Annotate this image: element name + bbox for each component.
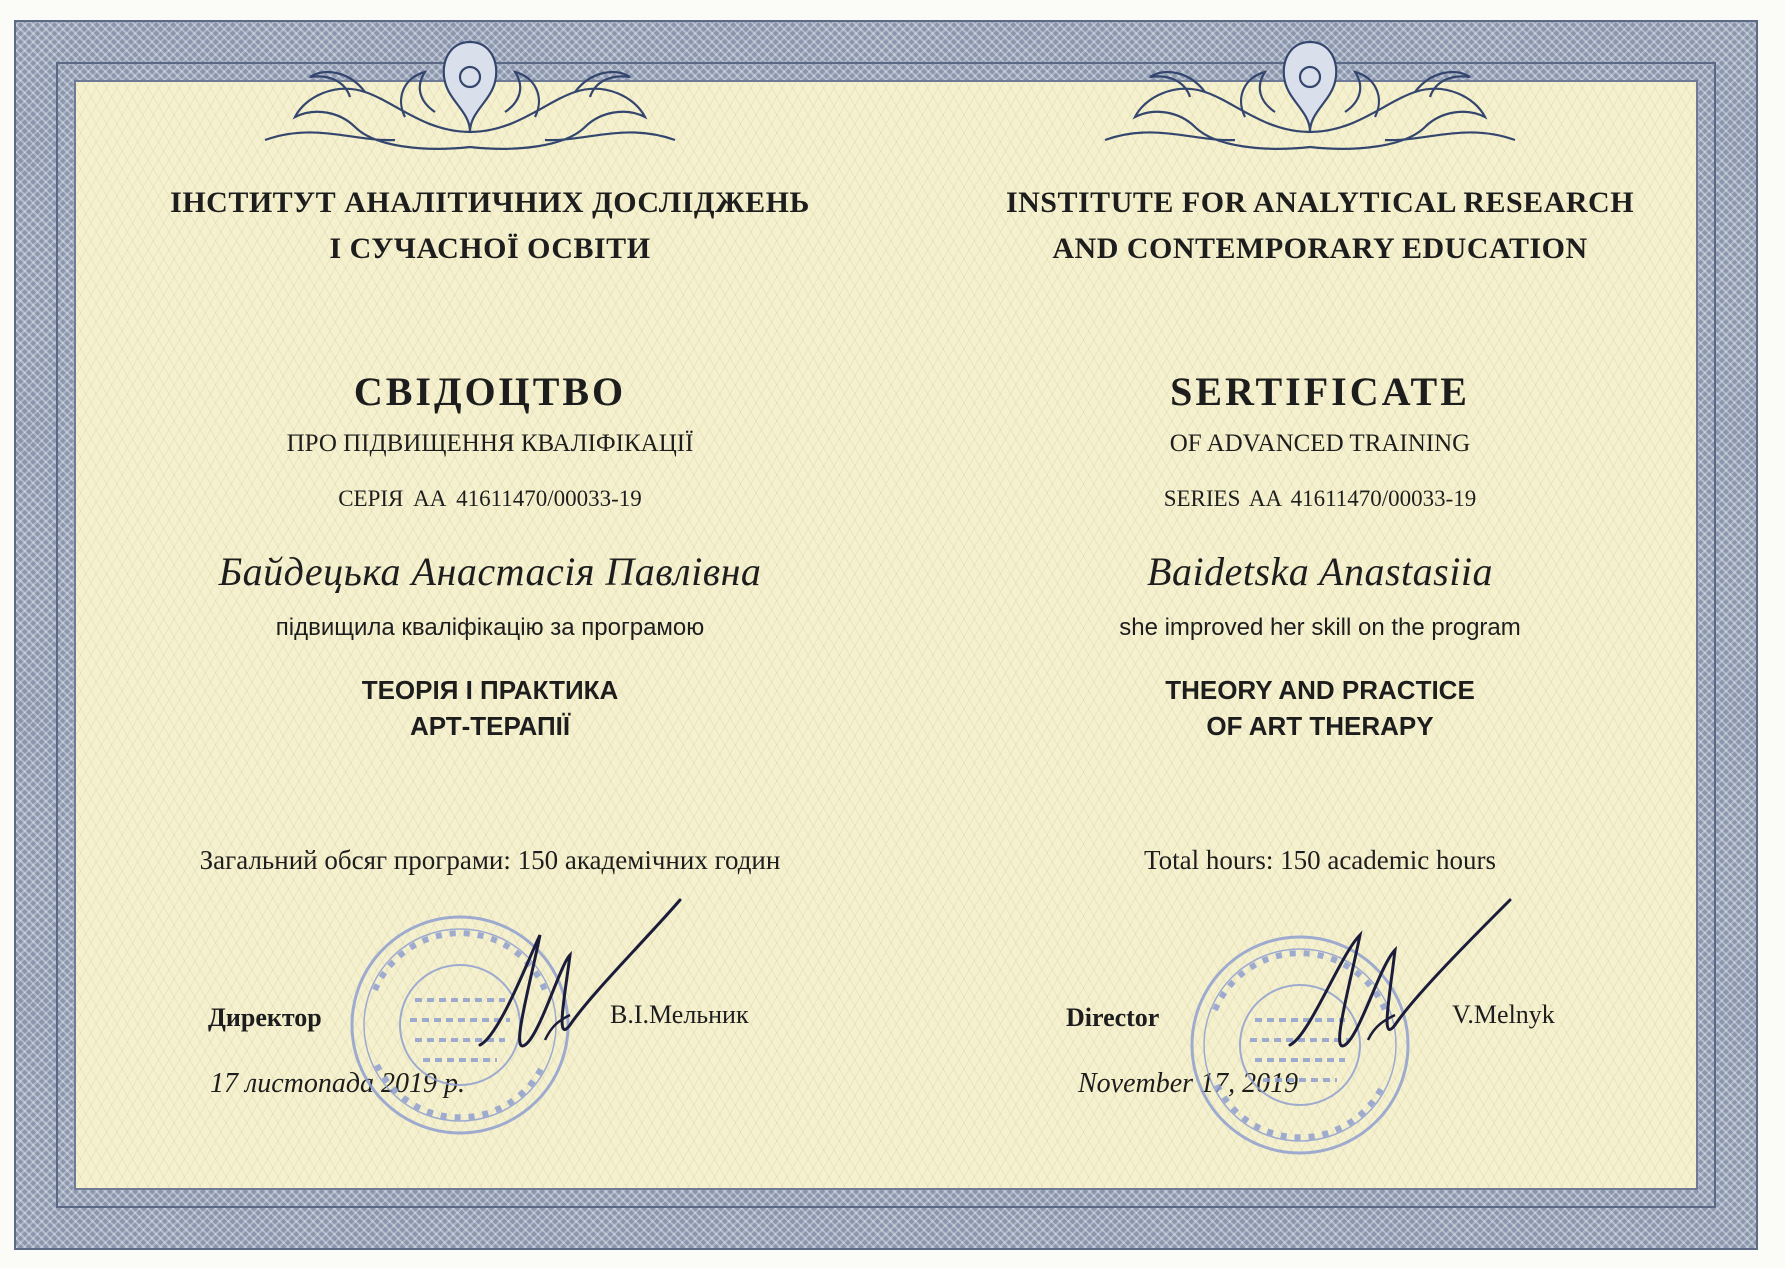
program-line1-ua: ТЕОРІЯ І ПРАКТИКА bbox=[361, 675, 619, 705]
signer-role-en: Director bbox=[1066, 1003, 1160, 1032]
program-line2-en: OF ART THERAPY bbox=[1206, 711, 1434, 741]
issue-date-en: November 17, 2019 bbox=[1078, 1068, 1299, 1099]
signature-right-icon bbox=[1280, 895, 1520, 1075]
institute-name-ua bbox=[150, 180, 830, 272]
recipient-name-en: Baidetska Anastasiia bbox=[1147, 549, 1493, 594]
program-line2-ua: АРТ-ТЕРАПІЇ bbox=[409, 711, 571, 741]
institute-line1-ua: ІНСТИТУТ АНАЛІТИЧНИХ ДОСЛІДЖЕНЬ bbox=[170, 186, 810, 219]
institute-line2-ua: І СУЧАСНОЇ ОСВІТИ bbox=[329, 232, 651, 265]
program-name-ua bbox=[150, 672, 830, 744]
institute-line1-en: INSTITUTE FOR ANALYTICAL RESEARCH bbox=[1005, 186, 1635, 219]
certificate-subtitle-ua: ПРО ПІДВИЩЕННЯ КВАЛІФІКАЦІЇ bbox=[286, 430, 694, 457]
certificate-title-en: SERTIFICATE bbox=[1170, 369, 1470, 414]
institute-name-en bbox=[990, 180, 1650, 272]
improved-text-ua: підвищила кваліфікацію за програмою bbox=[275, 614, 705, 641]
total-hours-ua: Загальний обсяг програми: 150 академічних годин bbox=[199, 845, 781, 875]
issue-date-ua: 17 листопада 2019 р. bbox=[210, 1068, 466, 1099]
improved-text-en: she improved her skill on the program bbox=[1119, 614, 1521, 641]
signer-name-en: V.Melnyk bbox=[1452, 1000, 1555, 1029]
recipient-name-ua: Байдецька Анастасія Павлівна bbox=[218, 549, 762, 594]
total-hours-en: Total hours: 150 academic hours bbox=[1143, 845, 1496, 875]
series-number-ua: СЕРІЯ АА 41611470/00033-19 bbox=[338, 486, 642, 511]
institute-line2-en: AND CONTEMPORARY EDUCATION bbox=[1052, 232, 1588, 265]
signer-name-ua: В.І.Мельник bbox=[610, 1000, 749, 1029]
program-name-en bbox=[990, 672, 1650, 744]
signer-role-ua: Директор bbox=[208, 1003, 322, 1032]
program-line1-en: THEORY AND PRACTICE bbox=[1165, 675, 1475, 705]
certificate-title-ua: СВІДОЦТВО bbox=[353, 369, 627, 414]
certificate-subtitle-en: OF ADVANCED TRAINING bbox=[1169, 430, 1471, 457]
signature-left-icon bbox=[470, 895, 690, 1075]
series-number-en: SERIES AA 41611470/00033-19 bbox=[1163, 486, 1477, 511]
